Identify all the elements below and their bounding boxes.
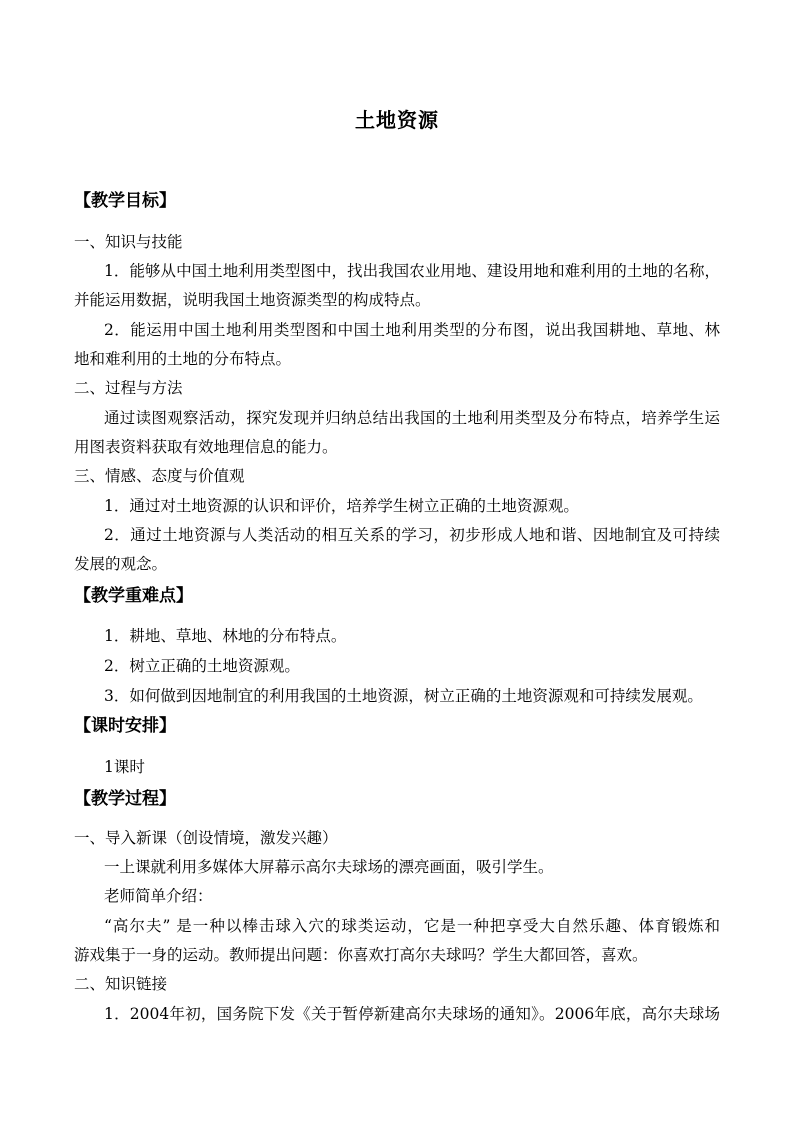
knowledge-item-1-line-2: 并能运用数据，说明我国土地资源类型的构成特点。 [74,291,431,309]
knowledge-heading: 一、知识与技能 [74,233,183,251]
key-points-heading: 【教学重难点】 [74,586,193,606]
emotion-heading: 三、情感、态度与价值观 [74,467,245,485]
link-heading: 二、知识链接 [74,975,168,993]
process-line-1: 通过读图观察活动，探究发现并归纳总结出我国的土地利用类型及分布特点，培养学生运 [104,409,720,427]
knowledge-item-1-line-1: 1．能够从中国土地利用类型图中，找出我国农业用地、建设用地和难利用的土地的名称， [104,262,720,280]
knowledge-item-2-line-2: 地和难利用的土地的分布特点。 [74,350,292,368]
emotion-item-1: 1．通过对土地资源的认识和评价，培养学生树立正确的土地资源观。 [104,497,579,515]
schedule-heading: 【课时安排】 [74,716,176,736]
emotion-item-2-line-1: 2．通过土地资源与人类活动的相互关系的学习，初步形成人地和谐、因地制宜及可持续 [104,526,720,544]
intro-heading: 一、导入新课（创设情境，激发兴趣） [74,829,338,847]
intro-line-4: 游戏集于一身的运动。教师提出问题：你喜欢打高尔夫球吗？学生大都回答，喜欢。 [74,946,648,964]
process-heading: 二、过程与方法 [74,379,183,397]
link-item-1: 1．2004年初，国务院下发《关于暂停新建高尔夫球场的通知》。2006年底，高尔夫球场 [104,1005,720,1023]
intro-line-1: 一上课就利用多媒体大屏幕示高尔夫球场的漂亮画面，吸引学生。 [104,858,554,876]
objectives-heading: 【教学目标】 [74,191,176,211]
process-line-2: 用图表资料获取有效地理信息的能力。 [74,438,338,456]
document-title: 土地资源 [355,108,439,132]
knowledge-item-2-line-1: 2．能运用中国土地利用类型图和中国土地利用类型的分布图，说出我国耕地、草地、林 [104,321,720,339]
key-point-3: 3．如何做到因地制宜的利用我国的土地资源，树立正确的土地资源观和可持续发展观。 [104,687,703,705]
procedure-heading: 【教学过程】 [74,789,176,809]
emotion-item-2-line-2: 发展的观念。 [74,555,168,573]
intro-line-3: “高尔夫” 是一种以棒击球入穴的球类运动，它是一种把享受大自然乐趣、体育锻炼和 [104,917,720,935]
intro-line-2: 老师简单介绍： [104,887,213,905]
key-point-1: 1．耕地、草地、林地的分布特点。 [104,627,347,645]
schedule-value: 1课时 [104,758,145,776]
key-point-2: 2．树立正确的土地资源观。 [104,657,300,675]
